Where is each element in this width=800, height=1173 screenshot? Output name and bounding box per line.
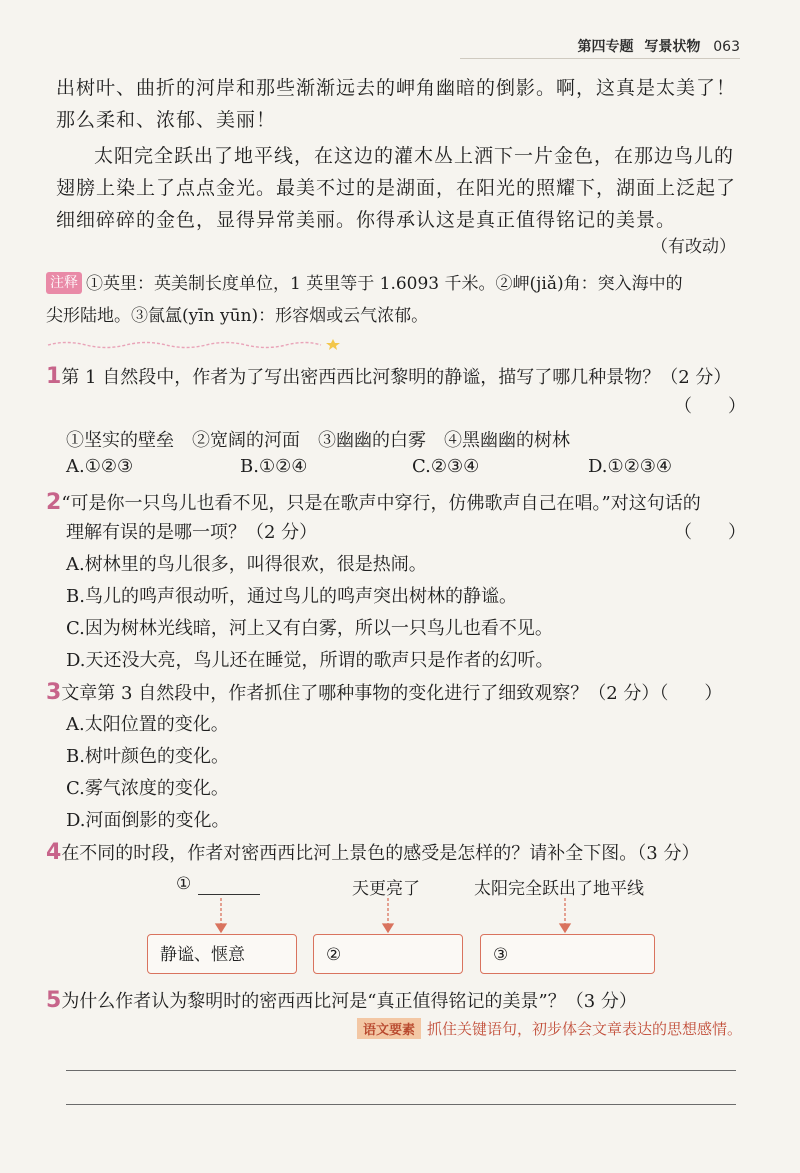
arrow-down-icon [560,924,570,932]
diagram-arrows [0,868,800,938]
page-header [578,36,740,56]
question-3 [46,678,746,709]
question-2-option-a[interactable]: A.树林里的鸟儿很多，叫得很欢，很是热闹。 [66,554,427,575]
skill-tag: 语文要素 [357,1018,421,1039]
choice-b[interactable]: B.①②④ [240,456,308,477]
question-2-option-b[interactable]: B.鸟儿的鸣声很动听，通过鸟儿的鸣声突出树林的静谧。 [66,586,517,607]
question-2-text: “可是你一只鸟儿也看不见，只是在歌声中穿行，仿佛歌声自己在唱。”对这句话的 [61,493,701,514]
question-1-text: 第 1 自然段中，作者为了写出密西西比河黎明的静谧，描写了哪几种景物？（2 分） [61,367,732,388]
question-2-option-c[interactable]: C.因为树林光线暗，河上又有白雾，所以一只鸟儿也看不见。 [66,618,553,639]
annotations [46,268,746,332]
question-1-items: ①坚实的壁垒 ②宽阔的河面 ③幽幽的白雾 ④黑幽幽的树林 [66,430,570,451]
choice-c[interactable]: C.②③④ [412,456,480,477]
feeling-diagram [0,868,800,988]
question-2 [46,488,746,519]
question-3-number: 3 [46,680,62,705]
question-2-option-d[interactable]: D.天还没大亮，鸟儿还在睡觉，所谓的歌声只是作者的幻听。 [66,650,554,671]
question-1 [46,362,746,393]
annotation-text-1: ①英里：英美制长度单位，1 英里等于 1.6093 千米。②岬(jiǎ)角：突入海中的 [86,274,683,294]
choice-a[interactable]: A.①②③ [66,456,134,477]
arrow-down-icon [383,924,393,932]
question-4-number: 4 [46,840,62,865]
feeling-box-1: 静谧、惬意 [147,934,297,974]
choice-d[interactable]: D.①②③④ [588,456,673,477]
question-1-number: 1 [46,364,62,389]
annotation-line-1 [46,268,746,300]
question-2-text-cont: 理解有误的是哪一项？（2 分） [66,522,318,543]
question-3-text: 文章第 3 自然段中，作者抓住了哪种事物的变化进行了细致观察？（2 分）（ ） [61,683,723,704]
question-2-number: 2 [46,490,62,515]
answer-line-2[interactable] [66,1104,736,1105]
question-5-text: 为什么作者认为黎明时的密西西比河是“真正值得铭记的美景”？（3 分） [61,991,637,1012]
skill-hint-text: 抓住关键语句，初步体会文章表达的思想感情。 [426,1020,742,1038]
question-4-text: 在不同的时段，作者对密西西比河上景色的感受是怎样的？请补全下图。（3 分） [61,843,700,864]
passage-paragraph-2: 太阳完全跃出了地平线，在这边的灌木丛上洒下一片金色，在那边鸟儿的翅膀上染上了点点金光。最美不过的是湖面，在阳光的照耀下，湖面上泛起了细细碎碎的金色，显得异常美丽。你得承认这是真正值得铭记的美景。 [56,145,737,231]
question-3-option-c[interactable]: C.雾气浓度的变化。 [66,778,229,799]
annotation-line-2: 尖形陆地。③氤氲(yīn yūn)：形容烟或云气浓郁。 [46,306,429,326]
question-2-answer-blank[interactable]: （ ） [674,522,746,543]
passage-paragraph-1: 出树叶、曲折的河岸和那些渐渐远去的岬角幽暗的倒影。啊，这真是太美了！那么柔和、浓郁、美丽！ [56,77,737,131]
star-icon [326,339,340,350]
question-4 [46,838,746,869]
skill-hint [357,1018,742,1039]
question-3-option-b[interactable]: B.树叶颜色的变化。 [66,746,229,767]
answer-line-1[interactable] [66,1070,736,1071]
question-3-option-d[interactable]: D.河面倒影的变化。 [66,810,230,831]
header-rule [460,58,740,59]
source-note: （有改动） [651,237,736,257]
time-label-1: ① [176,874,192,894]
time-label-2: 天更亮了 [352,879,420,899]
feeling-box-2[interactable]: ② [313,934,463,974]
chapter-label: 第四专题 [577,39,634,55]
question-5 [46,986,746,1017]
time-label-3: 太阳完全跃出了地平线 [474,879,644,899]
arrow-down-icon [216,924,226,932]
question-1-answer-blank[interactable]: （ ） [674,396,746,417]
topic-label: 写景状物 [644,39,701,55]
feeling-box-3[interactable]: ③ [480,934,655,974]
decorative-divider [46,338,346,350]
page-number: 063 [713,39,740,55]
question-3-option-a[interactable]: A.太阳位置的变化。 [66,714,229,735]
annotation-tag: 注释 [46,272,82,294]
question-5-number: 5 [46,988,62,1013]
